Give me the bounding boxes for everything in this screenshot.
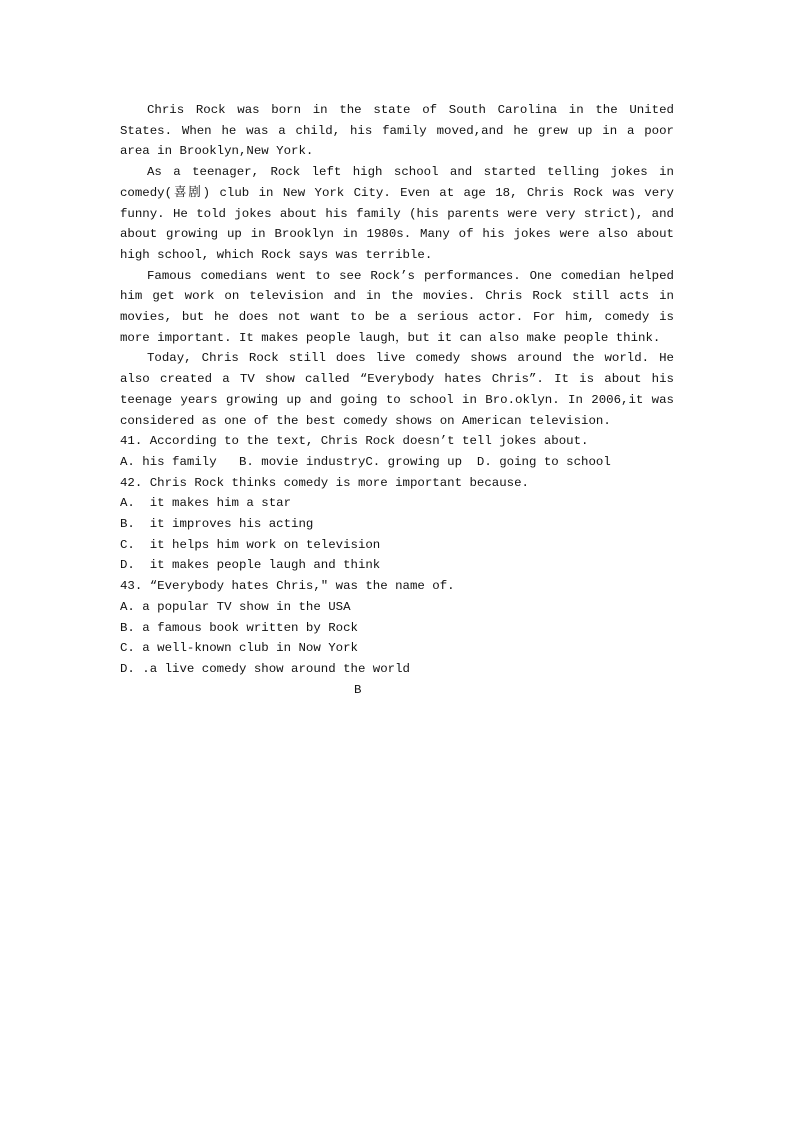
passage-paragraph-3: Famous comedians went to see Rock’s performances. One comedian helped him get work on television and in the movies. Chris Rock still acts in movies, but he does not want to be a serious actor. For him, comedy is more important. It makes people laugh，but it can also make people think. [120, 268, 674, 345]
document-page [120, 100, 674, 700]
question-43 [120, 576, 674, 680]
question-42-stem: 42. Chris Rock thinks comedy is more important because. [120, 475, 529, 490]
question-41-options: A. his family B. movie industryC. growing up D. going to school [120, 454, 611, 469]
section-mark: B [354, 682, 362, 697]
question-42 [120, 473, 674, 577]
passage-paragraph-1: Chris Rock was born in the state of South Carolina in the United States. When he was a child, his family moved,and he grew up in a poor area in Brooklyn,New York. [120, 103, 674, 159]
question-41-stem: 41. According to the text, Chris Rock doesn’t tell jokes about. [120, 434, 589, 449]
question-41 [120, 431, 674, 472]
passage-paragraph-2: As a teenager, Rock left high school and started telling jokes in comedy(喜剧) club in New York City. Even at age 18, Chris Rock was very funny. He told jokes about his family (his parents were very strict), and about growing up in Brooklyn in 1980s. Many of his jokes were also about high school, which Rock says was terrible. [120, 165, 674, 262]
question-43-option-c: C. a well-known club in Now York [120, 641, 358, 656]
question-43-option-a: A. a popular TV show in the USA [120, 599, 351, 614]
question-42-option-d: D. it makes people laugh and think [120, 558, 381, 573]
passage-paragraph-4: Today, Chris Rock still does live comedy shows around the world. He also created a TV show called “Everybody hates Chris”. It is about his teenage years growing up and going to school in Bro.oklyn. In 2006,it was considered as one of the best comedy shows on American television. [120, 351, 674, 428]
question-42-option-b: B. it improves his acting [120, 517, 314, 532]
question-42-option-c: C. it helps him work on television [120, 537, 381, 552]
question-43-option-b: B. a famous book written by Rock [120, 620, 358, 635]
question-42-option-a: A. it makes him a star [120, 496, 292, 511]
question-43-option-d: D. .a live comedy show around the world [120, 661, 410, 676]
question-43-stem: 43. “Everybody hates Chris,″ was the name of. [120, 579, 455, 594]
